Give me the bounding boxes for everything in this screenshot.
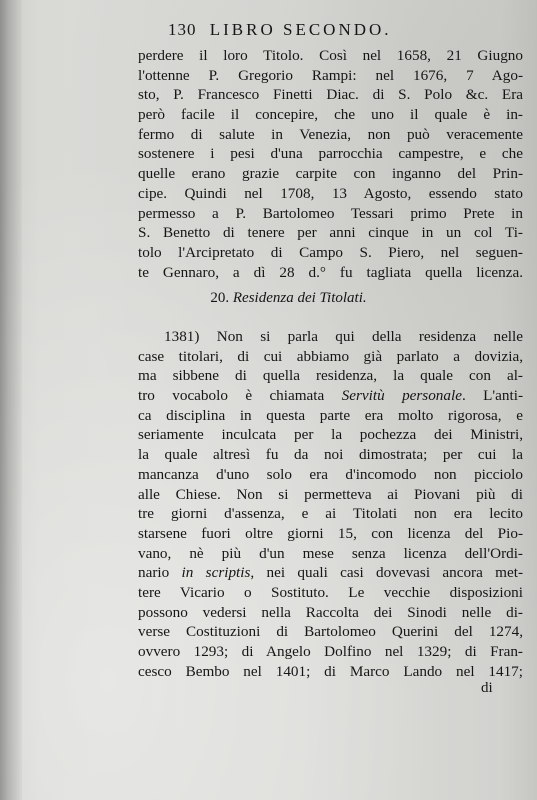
section-number: 20. xyxy=(210,290,230,306)
text-fragment: . L'anti- xyxy=(461,387,523,405)
text-line xyxy=(138,386,523,406)
text-line: possono vedersi nella Raccolta dei Sinodi nelle di- xyxy=(138,603,523,621)
paragraph-continuation xyxy=(138,46,523,282)
text-line: perdere il loro Titolo. Così nel 1658, 21 Giugno xyxy=(138,47,523,64)
text-line: sostenere i pesi d'una parrocchia campestre, e che xyxy=(138,145,523,163)
text-line: tolo l'Arcipretato di Campo S. Piero, nel seguen- xyxy=(138,243,523,261)
text-line: fermo di salute in Venezia, non può veracemente xyxy=(138,125,523,143)
text-line: verse Costituzioni di Bartolomeo Querini del 1274, xyxy=(138,623,523,641)
running-title: LIBRO SECONDO. xyxy=(209,20,392,39)
paragraph-1381 xyxy=(138,327,523,681)
section-heading xyxy=(0,290,537,307)
page-header xyxy=(168,20,392,40)
text-line: ma sibbene di quella residenza, la quale con al- xyxy=(138,367,523,385)
section-title: Residenza dei Titolati. xyxy=(232,290,367,306)
text-fragment: , nei quali casi dovevasi ancora met- xyxy=(250,564,523,582)
text-line: case titolari, di cui abbiamo già parlato a dovizia, xyxy=(138,347,523,365)
text-line: sto, P. Francesco Finetti Diac. di S. Polo &c. Era xyxy=(138,86,523,104)
text-line: seriamente inculcata per la pochezza dei Ministri, xyxy=(138,426,523,444)
text-line: S. Benetto di tenere per anni cinque in un col Ti- xyxy=(138,224,523,242)
catchword: di xyxy=(481,680,493,696)
text-line: mancanza d'uno solo era d'incomodo non picciolo xyxy=(138,465,523,483)
page-number: 130 xyxy=(168,20,197,39)
text-line xyxy=(138,563,523,583)
text-line: cipe. Quindi nel 1708, 13 Agosto, essendo stato xyxy=(138,184,523,202)
text-line: 1381) Non si parla qui della residenza nelle xyxy=(164,328,523,345)
text-line: ca disciplina in questa parte era molto rigorosa, e xyxy=(138,406,523,424)
text-line: però facile il concepire, che uno il quale è in- xyxy=(138,106,523,124)
italic-phrase: Servitù personale xyxy=(341,387,462,405)
text-line: l'ottenne P. Gregorio Rampi: nel 1676, 7 Ago- xyxy=(138,66,523,84)
text-line: starsene fuori oltre giorni 15, con licenza del Pio- xyxy=(138,524,523,542)
text-line: te Gennaro, a dì 28 d.° fu tagliata quella licenza. xyxy=(138,263,523,281)
text-line: tre giorni d'assenza, e ai Titolati non era lecito xyxy=(138,505,523,523)
italic-phrase: in scriptis xyxy=(181,564,251,582)
text-line: ovvero 1293; di Angelo Dolfino nel 1329; di Fran- xyxy=(138,643,523,660)
text-fragment: tro vocabolo è chiamata xyxy=(138,387,325,405)
text-line: cesco Bembo nel 1401; di Marco Lando nel 1417; xyxy=(138,662,523,680)
text-fragment: nario xyxy=(138,564,170,582)
text-line: alle Chiese. Non si permetteva ai Piovani più di xyxy=(138,485,523,503)
text-line: permesso a P. Bartolomeo Tessari primo Prete in xyxy=(138,204,523,222)
text-line: tere Vicario o Sostituto. Le vecchie disposizioni xyxy=(138,583,523,601)
page-gutter-shadow xyxy=(0,0,22,800)
text-line: quelle erano grazie carpite con inganno del Prin- xyxy=(138,165,523,183)
text-line: la quale altresì fu da noi dimostrata; per cui la xyxy=(138,446,523,464)
text-line: vano, nè più d'un mese senza licenza dell'Ordi- xyxy=(138,544,523,562)
